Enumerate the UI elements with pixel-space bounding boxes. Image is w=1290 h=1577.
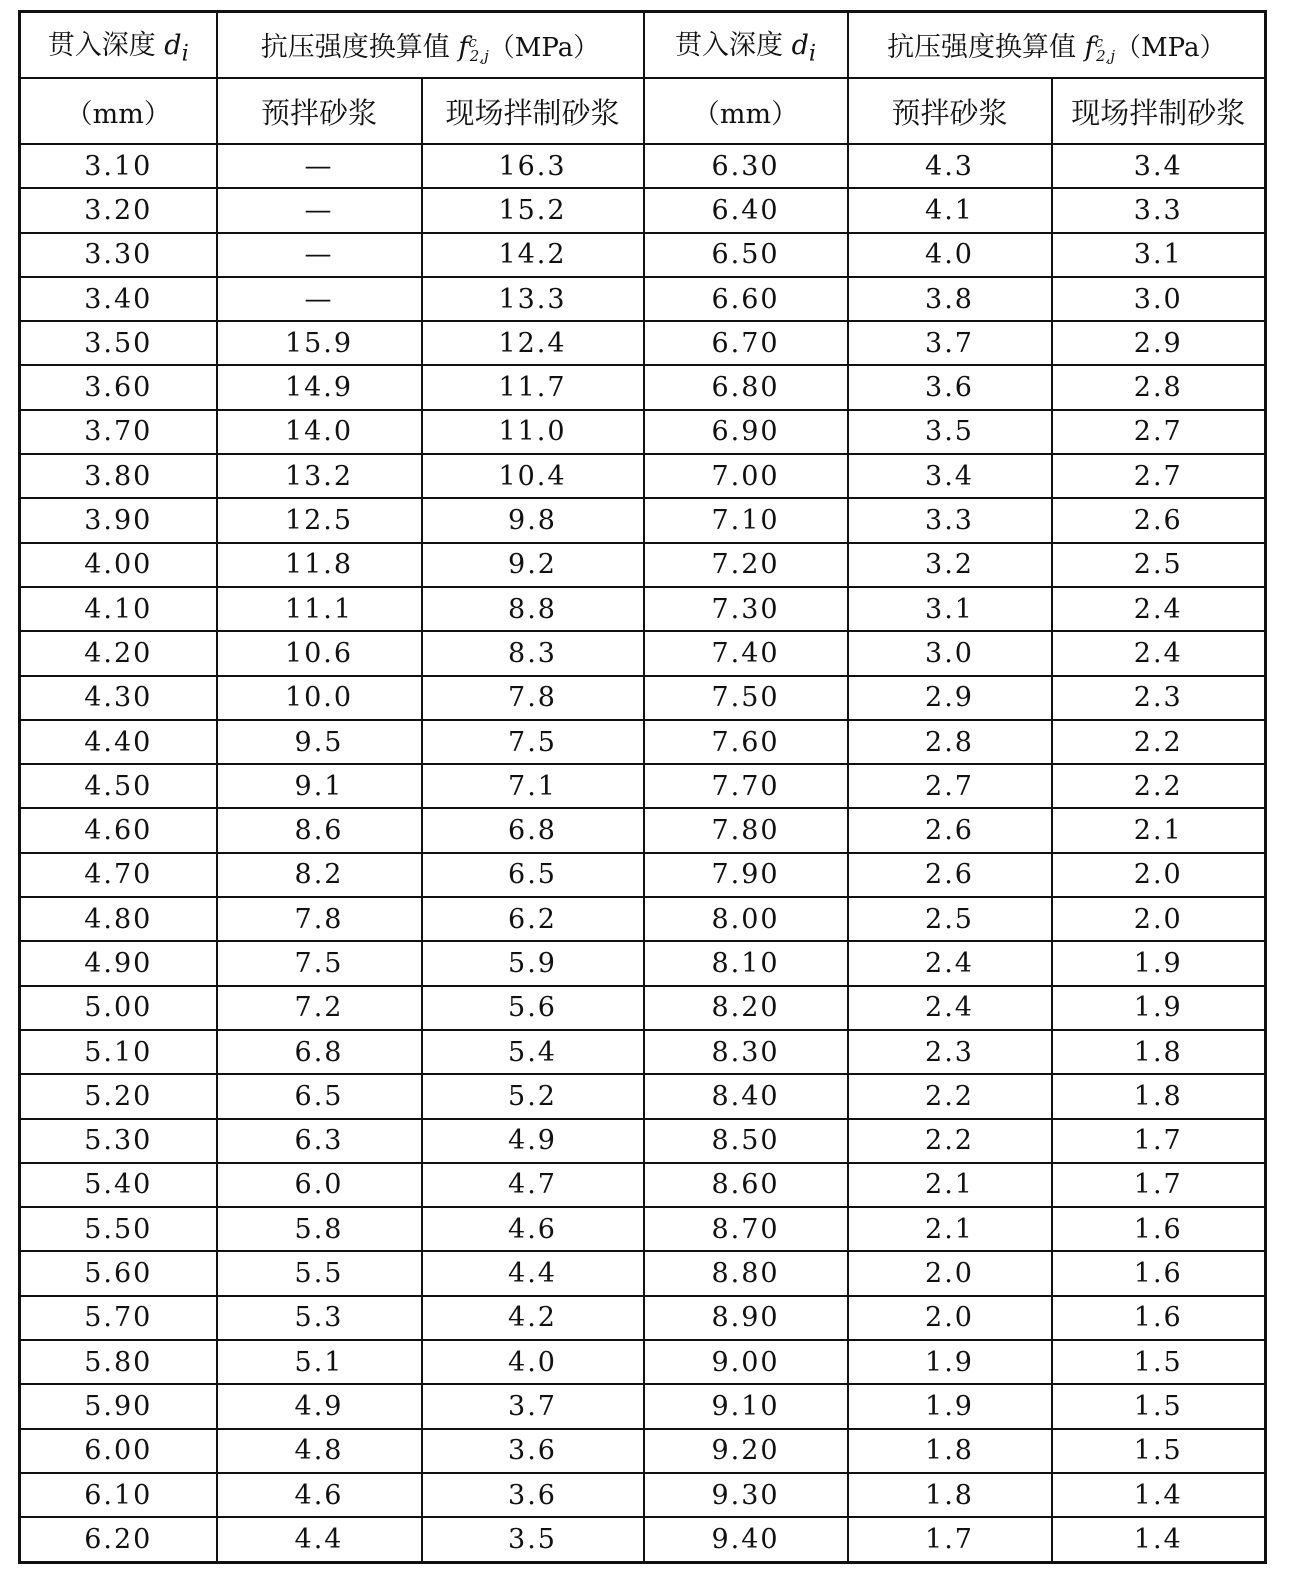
- depth-right-cell: 8.40: [644, 1074, 848, 1118]
- site-mix-right-cell: 2.0: [1052, 897, 1266, 941]
- premix-right-cell: 4.0: [848, 233, 1052, 277]
- depth-unit-right: （mm）: [644, 78, 848, 144]
- premix-left-cell: 7.8: [217, 897, 422, 941]
- site-mix-right-cell: 1.6: [1052, 1251, 1266, 1295]
- premix-right-cell: 1.8: [848, 1473, 1052, 1517]
- site-mix-left-cell: 4.2: [422, 1296, 644, 1340]
- site-mix-right-cell: 1.4: [1052, 1473, 1266, 1517]
- site-mix-left-cell: 9.8: [422, 498, 644, 542]
- site-mix-right-cell: 3.0: [1052, 277, 1266, 321]
- premix-right-cell: 3.8: [848, 277, 1052, 321]
- depth-right-cell: 6.80: [644, 365, 848, 409]
- site-mix-left-cell: 6.8: [422, 808, 644, 852]
- premix-right-cell: 3.7: [848, 321, 1052, 365]
- site-mix-right-cell: 1.8: [1052, 1074, 1266, 1118]
- depth-left-cell: 5.10: [20, 1030, 217, 1074]
- site-mix-left-cell: 16.3: [422, 144, 644, 188]
- site-mix-right-cell: 2.7: [1052, 454, 1266, 498]
- header-row-top: [20, 12, 1266, 79]
- premix-left-cell: 5.5: [217, 1251, 422, 1295]
- site-mix-left-cell: 15.2: [422, 188, 644, 232]
- table-row: [20, 808, 1266, 852]
- premix-right-cell: 2.0: [848, 1296, 1052, 1340]
- premix-left-cell: 6.5: [217, 1074, 422, 1118]
- depth-right-cell: 7.10: [644, 498, 848, 542]
- depth-unit-left: （mm）: [20, 78, 217, 144]
- depth-left-cell: 3.50: [20, 321, 217, 365]
- conversion-table-container: [18, 10, 1267, 1564]
- table-row: [20, 986, 1266, 1030]
- table-row: [20, 1074, 1266, 1118]
- premix-right-cell: 3.6: [848, 365, 1052, 409]
- premix-left-cell: 7.5: [217, 941, 422, 985]
- premix-right-cell: 2.5: [848, 897, 1052, 941]
- premix-right-cell: 1.7: [848, 1517, 1052, 1562]
- depth-left-cell: 5.80: [20, 1340, 217, 1384]
- site-mix-right-cell: 2.6: [1052, 498, 1266, 542]
- premix-left-cell: 5.3: [217, 1296, 422, 1340]
- depth-right-cell: 9.40: [644, 1517, 848, 1562]
- table-row: [20, 1340, 1266, 1384]
- depth-left-cell: 6.00: [20, 1429, 217, 1473]
- depth-right-cell: 7.20: [644, 543, 848, 587]
- strength-label: 抗压强度换算值: [260, 32, 450, 63]
- site-mix-right-cell: 2.1: [1052, 808, 1266, 852]
- depth-header-right: [644, 12, 848, 79]
- site-mix-left-cell: 3.7: [422, 1384, 644, 1428]
- site-mix-right-cell: 1.6: [1052, 1207, 1266, 1251]
- depth-right-cell: 7.30: [644, 587, 848, 631]
- table-row: [20, 1030, 1266, 1074]
- site-mix-left-cell: 6.2: [422, 897, 644, 941]
- depth-left-cell: 6.10: [20, 1473, 217, 1517]
- table-row: [20, 233, 1266, 277]
- depth-left-cell: 5.30: [20, 1119, 217, 1163]
- table-row: [20, 498, 1266, 542]
- site-mix-left-cell: 11.7: [422, 365, 644, 409]
- premix-right-cell: 2.4: [848, 941, 1052, 985]
- table-row: [20, 1517, 1266, 1562]
- premix-left-cell: 4.6: [217, 1473, 422, 1517]
- premix-left-cell: 5.8: [217, 1207, 422, 1251]
- site-mix-left-cell: 5.2: [422, 1074, 644, 1118]
- depth-left-cell: 4.50: [20, 764, 217, 808]
- table-row: [20, 1119, 1266, 1163]
- depth-left-cell: 4.10: [20, 587, 217, 631]
- depth-right-cell: 9.20: [644, 1429, 848, 1473]
- depth-left-cell: 5.00: [20, 986, 217, 1030]
- table-row: [20, 1251, 1266, 1295]
- depth-left-cell: 3.40: [20, 277, 217, 321]
- table-row: [20, 720, 1266, 764]
- depth-right-cell: 6.40: [644, 188, 848, 232]
- premix-left-cell: 8.2: [217, 853, 422, 897]
- table-row: [20, 853, 1266, 897]
- depth-right-cell: 8.70: [644, 1207, 848, 1251]
- premix-right-cell: 2.0: [848, 1251, 1052, 1295]
- strength-header-right: [848, 12, 1266, 79]
- premix-left-cell: 4.9: [217, 1384, 422, 1428]
- table-row: [20, 676, 1266, 720]
- depth-left-cell: 4.70: [20, 853, 217, 897]
- header-row-bottom: [20, 78, 1266, 144]
- depth-left-cell: 5.70: [20, 1296, 217, 1340]
- depth-symbol: $d_i$: [164, 30, 189, 67]
- depth-right-cell: 7.90: [644, 853, 848, 897]
- strength-label: 抗压强度换算值: [887, 32, 1077, 63]
- site-mix-header-right: 现场拌制砂浆: [1052, 78, 1266, 144]
- site-mix-right-cell: 2.5: [1052, 543, 1266, 587]
- depth-left-cell: 4.80: [20, 897, 217, 941]
- premix-right-cell: 2.9: [848, 676, 1052, 720]
- table-row: [20, 1296, 1266, 1340]
- site-mix-right-cell: 1.5: [1052, 1429, 1266, 1473]
- site-mix-left-cell: 12.4: [422, 321, 644, 365]
- premix-left-cell: 11.8: [217, 543, 422, 587]
- strength-conversion-table: [18, 10, 1267, 1564]
- premix-right-cell: 2.8: [848, 720, 1052, 764]
- table-row: [20, 188, 1266, 232]
- depth-right-cell: 9.30: [644, 1473, 848, 1517]
- depth-left-cell: 5.50: [20, 1207, 217, 1251]
- depth-left-cell: 3.30: [20, 233, 217, 277]
- site-mix-right-cell: 2.3: [1052, 676, 1266, 720]
- site-mix-left-cell: 5.6: [422, 986, 644, 1030]
- depth-right-cell: 9.10: [644, 1384, 848, 1428]
- depth-right-cell: 6.50: [644, 233, 848, 277]
- site-mix-right-cell: 1.5: [1052, 1340, 1266, 1384]
- premix-left-cell: 9.5: [217, 720, 422, 764]
- premix-right-cell: 2.6: [848, 853, 1052, 897]
- table-row: [20, 1473, 1266, 1517]
- site-mix-left-cell: 5.4: [422, 1030, 644, 1074]
- depth-left-cell: 3.10: [20, 144, 217, 188]
- depth-right-cell: 8.90: [644, 1296, 848, 1340]
- depth-label: 贯入深度: [674, 30, 783, 62]
- premix-right-cell: 2.1: [848, 1163, 1052, 1207]
- site-mix-right-cell: 2.4: [1052, 631, 1266, 675]
- depth-left-cell: 5.60: [20, 1251, 217, 1295]
- strength-header-left: [217, 12, 644, 79]
- strength-symbol: $f^c_{2,j}$: [1084, 32, 1116, 65]
- depth-right-cell: 8.00: [644, 897, 848, 941]
- site-mix-right-cell: 3.3: [1052, 188, 1266, 232]
- site-mix-right-cell: 1.6: [1052, 1296, 1266, 1340]
- table-row: [20, 410, 1266, 454]
- strength-symbol: $f^c_{2,j}$: [458, 32, 489, 65]
- site-mix-right-cell: 2.7: [1052, 410, 1266, 454]
- site-mix-right-cell: 3.4: [1052, 144, 1266, 188]
- depth-left-cell: 4.30: [20, 676, 217, 720]
- table-row: [20, 365, 1266, 409]
- site-mix-left-cell: 8.3: [422, 631, 644, 675]
- table-header: [20, 12, 1266, 145]
- premix-left-cell: 14.0: [217, 410, 422, 454]
- depth-left-cell: 3.80: [20, 454, 217, 498]
- premix-right-cell: 4.1: [848, 188, 1052, 232]
- site-mix-left-cell: 8.8: [422, 587, 644, 631]
- depth-right-cell: 8.20: [644, 986, 848, 1030]
- site-mix-right-cell: 2.4: [1052, 587, 1266, 631]
- table-row: [20, 144, 1266, 188]
- site-mix-left-cell: 11.0: [422, 410, 644, 454]
- premix-left-cell: 10.6: [217, 631, 422, 675]
- premix-right-cell: 3.4: [848, 454, 1052, 498]
- strength-unit: （MPa）: [1115, 33, 1226, 63]
- premix-right-cell: 1.9: [848, 1340, 1052, 1384]
- site-mix-left-cell: 7.8: [422, 676, 644, 720]
- premix-left-cell: 5.1: [217, 1340, 422, 1384]
- site-mix-left-cell: 4.0: [422, 1340, 644, 1384]
- table-row: [20, 941, 1266, 985]
- depth-right-cell: 8.10: [644, 941, 848, 985]
- premix-right-cell: 2.4: [848, 986, 1052, 1030]
- site-mix-header-left: 现场拌制砂浆: [422, 78, 644, 144]
- premix-left-cell: 10.0: [217, 676, 422, 720]
- table-row: [20, 764, 1266, 808]
- premix-header-right: 预拌砂浆: [848, 78, 1052, 144]
- depth-left-cell: 3.20: [20, 188, 217, 232]
- depth-right-cell: 8.30: [644, 1030, 848, 1074]
- depth-right-cell: 6.60: [644, 277, 848, 321]
- table-row: [20, 897, 1266, 941]
- premix-right-cell: 2.6: [848, 808, 1052, 852]
- premix-left-cell: 14.9: [217, 365, 422, 409]
- site-mix-left-cell: 3.5: [422, 1517, 644, 1562]
- premix-left-cell: 13.2: [217, 454, 422, 498]
- depth-right-cell: 7.80: [644, 808, 848, 852]
- depth-right-cell: 7.00: [644, 454, 848, 498]
- premix-right-cell: 1.8: [848, 1429, 1052, 1473]
- site-mix-left-cell: 9.2: [422, 543, 644, 587]
- depth-right-cell: 7.50: [644, 676, 848, 720]
- site-mix-right-cell: 1.7: [1052, 1119, 1266, 1163]
- table-row: [20, 587, 1266, 631]
- depth-right-cell: 8.80: [644, 1251, 848, 1295]
- depth-right-cell: 8.50: [644, 1119, 848, 1163]
- premix-left-cell: 15.9: [217, 321, 422, 365]
- site-mix-left-cell: 4.7: [422, 1163, 644, 1207]
- site-mix-left-cell: 3.6: [422, 1473, 644, 1517]
- premix-left-cell: —: [217, 277, 422, 321]
- depth-left-cell: 3.70: [20, 410, 217, 454]
- depth-right-cell: 7.70: [644, 764, 848, 808]
- depth-right-cell: 9.00: [644, 1340, 848, 1384]
- site-mix-left-cell: 14.2: [422, 233, 644, 277]
- premix-right-cell: 3.2: [848, 543, 1052, 587]
- premix-left-cell: 8.6: [217, 808, 422, 852]
- depth-left-cell: 3.90: [20, 498, 217, 542]
- site-mix-right-cell: 1.7: [1052, 1163, 1266, 1207]
- site-mix-left-cell: 10.4: [422, 454, 644, 498]
- premix-left-cell: 6.8: [217, 1030, 422, 1074]
- site-mix-left-cell: 7.1: [422, 764, 644, 808]
- table-row: [20, 1207, 1266, 1251]
- premix-left-cell: —: [217, 144, 422, 188]
- premix-right-cell: 2.3: [848, 1030, 1052, 1074]
- depth-right-cell: 7.60: [644, 720, 848, 764]
- depth-left-cell: 3.60: [20, 365, 217, 409]
- site-mix-right-cell: 1.9: [1052, 941, 1266, 985]
- depth-label: 贯入深度: [47, 30, 156, 62]
- table-body: [20, 144, 1266, 1562]
- site-mix-left-cell: 4.6: [422, 1207, 644, 1251]
- premix-right-cell: 3.1: [848, 587, 1052, 631]
- premix-left-cell: —: [217, 233, 422, 277]
- premix-left-cell: 4.4: [217, 1517, 422, 1562]
- table-row: [20, 1429, 1266, 1473]
- premix-left-cell: 9.1: [217, 764, 422, 808]
- site-mix-left-cell: 13.3: [422, 277, 644, 321]
- depth-left-cell: 4.90: [20, 941, 217, 985]
- table-row: [20, 277, 1266, 321]
- site-mix-right-cell: 1.8: [1052, 1030, 1266, 1074]
- depth-header-left: [20, 12, 217, 79]
- table-row: [20, 321, 1266, 365]
- premix-left-cell: 6.3: [217, 1119, 422, 1163]
- premix-right-cell: 2.7: [848, 764, 1052, 808]
- depth-left-cell: 5.40: [20, 1163, 217, 1207]
- depth-symbol: $d_i$: [791, 30, 817, 67]
- premix-right-cell: 1.9: [848, 1384, 1052, 1428]
- table-row: [20, 543, 1266, 587]
- depth-left-cell: 4.40: [20, 720, 217, 764]
- premix-right-cell: 3.3: [848, 498, 1052, 542]
- depth-left-cell: 4.20: [20, 631, 217, 675]
- site-mix-right-cell: 3.1: [1052, 233, 1266, 277]
- table-row: [20, 631, 1266, 675]
- depth-right-cell: 6.90: [644, 410, 848, 454]
- site-mix-left-cell: 4.9: [422, 1119, 644, 1163]
- site-mix-right-cell: 2.0: [1052, 853, 1266, 897]
- depth-left-cell: 4.60: [20, 808, 217, 852]
- site-mix-right-cell: 1.9: [1052, 986, 1266, 1030]
- premix-right-cell: 2.2: [848, 1119, 1052, 1163]
- depth-right-cell: 8.60: [644, 1163, 848, 1207]
- depth-left-cell: 6.20: [20, 1517, 217, 1562]
- premix-left-cell: 12.5: [217, 498, 422, 542]
- site-mix-left-cell: 6.5: [422, 853, 644, 897]
- premix-left-cell: —: [217, 188, 422, 232]
- premix-left-cell: 11.1: [217, 587, 422, 631]
- depth-right-cell: 7.40: [644, 631, 848, 675]
- site-mix-left-cell: 5.9: [422, 941, 644, 985]
- premix-left-cell: 4.8: [217, 1429, 422, 1473]
- premix-right-cell: 2.2: [848, 1074, 1052, 1118]
- table-row: [20, 1384, 1266, 1428]
- premix-right-cell: 3.5: [848, 410, 1052, 454]
- premix-right-cell: 3.0: [848, 631, 1052, 675]
- site-mix-left-cell: 3.6: [422, 1429, 644, 1473]
- premix-header-left: 预拌砂浆: [217, 78, 422, 144]
- depth-left-cell: 5.90: [20, 1384, 217, 1428]
- table-row: [20, 1163, 1266, 1207]
- premix-left-cell: 6.0: [217, 1163, 422, 1207]
- site-mix-right-cell: 1.4: [1052, 1517, 1266, 1562]
- depth-right-cell: 6.70: [644, 321, 848, 365]
- premix-right-cell: 4.3: [848, 144, 1052, 188]
- table-row: [20, 454, 1266, 498]
- strength-unit: （MPa）: [488, 33, 600, 63]
- site-mix-right-cell: 2.2: [1052, 764, 1266, 808]
- premix-left-cell: 7.2: [217, 986, 422, 1030]
- site-mix-left-cell: 4.4: [422, 1251, 644, 1295]
- site-mix-right-cell: 2.9: [1052, 321, 1266, 365]
- site-mix-right-cell: 2.2: [1052, 720, 1266, 764]
- depth-left-cell: 5.20: [20, 1074, 217, 1118]
- site-mix-right-cell: 2.8: [1052, 365, 1266, 409]
- site-mix-right-cell: 1.5: [1052, 1384, 1266, 1428]
- premix-right-cell: 2.1: [848, 1207, 1052, 1251]
- site-mix-left-cell: 7.5: [422, 720, 644, 764]
- depth-right-cell: 6.30: [644, 144, 848, 188]
- depth-left-cell: 4.00: [20, 543, 217, 587]
